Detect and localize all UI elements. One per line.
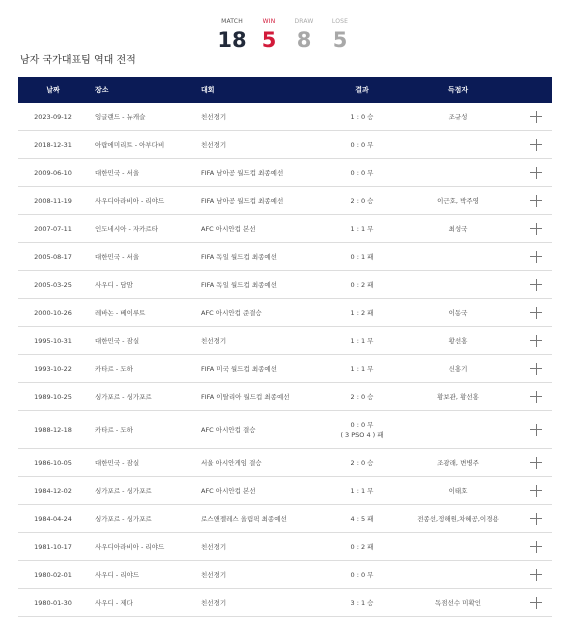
expand-plus-icon[interactable] (530, 457, 542, 469)
row-place: 사우디 - 제다 (95, 599, 133, 607)
match-stat (212, 18, 252, 52)
row-date: 2005-08-17 (34, 252, 72, 261)
row-place: 카타르 - 도하 (95, 365, 133, 373)
row-competition: AFC 아시안컵 본선 (201, 225, 256, 233)
row-date: 1989-10-25 (34, 392, 72, 401)
expand-plus-icon[interactable] (530, 251, 542, 263)
row-competition: FIFA 미국 월드컵 최종예선 (201, 365, 277, 373)
row-date: 2009-06-10 (34, 168, 72, 177)
row-date: 1984-12-02 (34, 486, 72, 495)
draw-count: 8 (296, 28, 312, 52)
page-title: 남자 국가대표팀 역대 전적 (20, 55, 136, 66)
row-result-penalty: ( 3 PSO 4 ) 패 (340, 430, 384, 439)
row-competition: FIFA 남아공 월드컵 최종예선 (201, 169, 284, 177)
expand-plus-icon[interactable] (530, 223, 542, 235)
row-place: 싱가포르 - 싱가포르 (95, 487, 152, 495)
lose-stat (320, 18, 360, 52)
expand-plus-icon[interactable] (530, 195, 542, 207)
row-place: 인도네시아 - 자카르타 (95, 225, 158, 233)
row-place: 아랍에미리트 - 아부다비 (95, 141, 165, 149)
row-scorers: 이태호 (448, 487, 468, 495)
row-result: 0 : 0 무 (350, 141, 374, 149)
table-row[interactable] (18, 271, 552, 299)
row-result: 0 : 0 무 (350, 169, 374, 177)
table-row[interactable] (18, 533, 552, 561)
row-place: 잉글랜드 - 뉴캐슬 (95, 113, 146, 121)
row-result: 3 : 1 승 (350, 599, 374, 607)
row-result: 2 : 0 승 (350, 197, 374, 205)
row-result: 1 : 1 무 (350, 225, 374, 233)
row-place: 카타르 - 도하 (95, 426, 133, 434)
row-scorers: 이동국 (448, 309, 468, 317)
row-result: 1 : 1 무 (350, 487, 374, 495)
row-competition: 친선경기 (201, 571, 227, 579)
row-date: 1993-10-22 (34, 364, 72, 373)
row-scorers: 최성국 (448, 225, 468, 233)
row-date: 1980-01-30 (34, 598, 72, 607)
row-scorers: 조광래, 변병주 (437, 459, 479, 467)
table-row[interactable] (18, 589, 552, 617)
match-history-table (18, 77, 552, 617)
draw-stat (284, 18, 324, 52)
lose-label: LOSE (331, 18, 349, 25)
row-competition: FIFA 독일 월드컵 최종예선 (201, 281, 277, 289)
row-date: 1995-10-31 (34, 336, 72, 345)
row-competition: AFC 아시안컵 결승 (201, 426, 256, 434)
row-date: 1988-12-18 (34, 425, 72, 434)
row-place: 대한민국 - 서울 (95, 253, 140, 261)
row-date: 2000-10-26 (34, 308, 72, 317)
row-place: 사우디 - 담맘 (95, 281, 133, 289)
row-result: 1 : 0 승 (350, 113, 374, 121)
row-scorers: 독점선수 미확인 (434, 599, 482, 607)
table-row[interactable] (18, 187, 552, 215)
row-place: 싱가포르 - 싱가포르 (95, 393, 152, 401)
expand-plus-icon[interactable] (530, 424, 542, 436)
row-date: 2005-03-25 (34, 280, 72, 289)
match-count: 18 (217, 28, 247, 52)
row-date: 1980-02-01 (34, 570, 72, 579)
row-result: 1 : 2 패 (350, 309, 374, 317)
table-row[interactable] (18, 383, 552, 411)
row-result: 1 : 1 무 (350, 337, 374, 345)
row-competition: 친선경기 (201, 113, 227, 121)
header-result: 결과 (355, 86, 369, 94)
table-header (18, 77, 552, 103)
row-result: 0 : 1 패 (350, 253, 374, 261)
table-row[interactable] (18, 103, 552, 131)
row-scorers: 전종선,정해원,차혜공,이경용 (417, 515, 499, 523)
expand-plus-icon[interactable] (530, 391, 542, 403)
table-row[interactable] (18, 215, 552, 243)
row-result-score: 0 : 0 무 (350, 420, 374, 429)
record-summary (0, 18, 574, 54)
expand-plus-icon[interactable] (530, 597, 542, 609)
table-row[interactable] (18, 299, 552, 327)
expand-plus-icon[interactable] (530, 111, 542, 123)
expand-plus-icon[interactable] (530, 485, 542, 497)
table-row[interactable] (18, 243, 552, 271)
row-date: 1986-10-05 (34, 458, 72, 467)
row-date: 2008-11-19 (34, 196, 72, 205)
row-result: 4 : 5 패 (350, 515, 374, 523)
row-result: 0 : 2 패 (350, 543, 374, 551)
table-row[interactable] (18, 355, 552, 383)
table-row[interactable] (18, 159, 552, 187)
expand-plus-icon[interactable] (530, 279, 542, 291)
match-label: MATCH (221, 18, 243, 25)
row-result (322, 420, 402, 440)
header-scorers: 득점자 (447, 86, 469, 94)
row-competition: 로스앤젤레스 올림픽 최종예선 (201, 515, 287, 523)
lose-count: 5 (332, 28, 348, 52)
row-place: 사우디 - 리야드 (95, 571, 140, 579)
row-competition: 친선경기 (201, 599, 227, 607)
row-place: 대한민국 - 잠실 (95, 459, 140, 467)
row-result: 2 : 0 승 (350, 459, 374, 467)
header-competition: 대회 (201, 86, 215, 94)
table-row[interactable] (18, 327, 552, 355)
win-stat (249, 18, 289, 52)
expand-plus-icon[interactable] (530, 139, 542, 151)
table-row[interactable] (18, 449, 552, 477)
row-result: 2 : 0 승 (350, 393, 374, 401)
table-row[interactable] (18, 411, 552, 449)
row-place: 사우디아라비아 - 리야드 (95, 197, 165, 205)
expand-plus-icon[interactable] (530, 569, 542, 581)
row-scorers: 조규성 (448, 113, 468, 121)
row-competition: AFC 아시안컵 준결승 (201, 309, 262, 317)
row-scorers: 신홍기 (448, 365, 468, 373)
expand-plus-icon[interactable] (530, 513, 542, 525)
expand-plus-icon[interactable] (530, 167, 542, 179)
row-place: 싱가포르 - 싱가포르 (95, 515, 152, 523)
row-scorers: 이근호, 박주영 (437, 197, 479, 205)
row-scorers: 황선홍 (448, 337, 468, 345)
win-count: 5 (261, 28, 277, 52)
header-place: 장소 (95, 86, 109, 94)
table-row[interactable] (18, 561, 552, 589)
row-date: 1984-04-24 (34, 514, 72, 523)
row-date: 2018-12-31 (34, 140, 72, 149)
expand-plus-icon[interactable] (530, 307, 542, 319)
table-row[interactable] (18, 131, 552, 159)
row-result: 1 : 1 무 (350, 365, 374, 373)
row-competition: FIFA 독일 월드컵 최종예선 (201, 253, 277, 261)
row-competition: 친선경기 (201, 543, 227, 551)
row-competition: 서울 아시안게임 결승 (201, 459, 262, 467)
expand-plus-icon[interactable] (530, 363, 542, 375)
row-place: 대한민국 - 서울 (95, 169, 140, 177)
row-competition: FIFA 이탈리아 월드컵 최종예선 (201, 393, 290, 401)
expand-plus-icon[interactable] (530, 541, 542, 553)
row-result: 0 : 2 패 (350, 281, 374, 289)
row-scorers: 황보관, 황선홍 (437, 393, 479, 401)
row-competition: 친선경기 (201, 141, 227, 149)
row-place: 대한민국 - 잠실 (95, 337, 140, 345)
table-row[interactable] (18, 477, 552, 505)
row-date: 1981-10-17 (34, 542, 72, 551)
table-row[interactable] (18, 505, 552, 533)
row-date: 2007-07-11 (34, 224, 72, 233)
win-label: WIN (262, 18, 276, 25)
row-place: 레바논 - 베이루트 (95, 309, 146, 317)
row-result: 0 : 0 무 (350, 571, 374, 579)
row-date: 2023-09-12 (34, 112, 72, 121)
row-place: 사우디아라비아 - 리야드 (95, 543, 165, 551)
draw-label: DRAW (294, 18, 314, 25)
header-date: 날짜 (46, 86, 60, 94)
expand-plus-icon[interactable] (530, 335, 542, 347)
row-competition: AFC 아시안컵 본선 (201, 487, 256, 495)
row-competition: 친선경기 (201, 337, 227, 345)
table-body (18, 103, 552, 617)
row-competition: FIFA 남아공 월드컵 최종예선 (201, 197, 284, 205)
